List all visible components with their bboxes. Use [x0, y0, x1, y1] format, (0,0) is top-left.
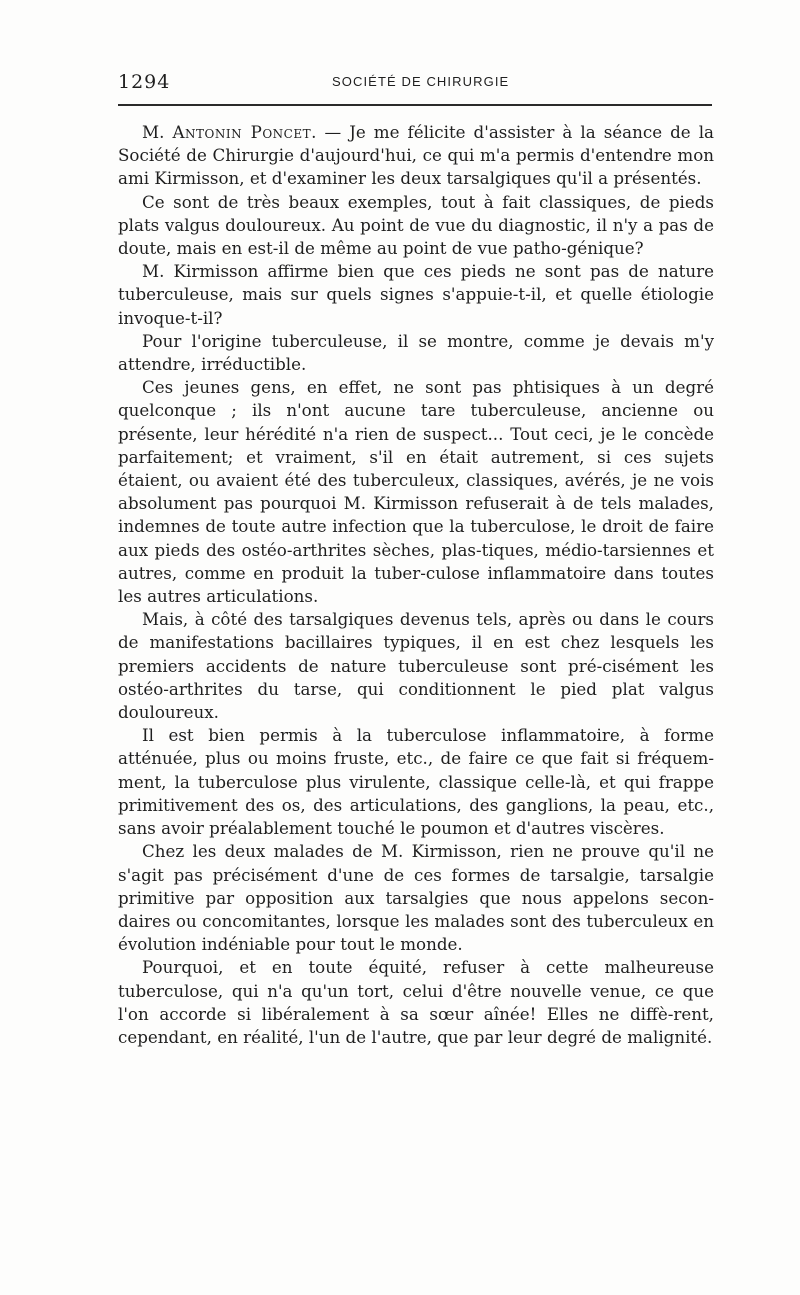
paragraph: Il est bien permis à la tuberculose inflammatoire, à forme atténuée, plus ou moins fruste, etc., de faire ce que fait si fréquem-ment, la tuberculose plus virulente, classique celle-là, et qui frappe primitivement des os, des articulations, des ganglions, la peau, etc., sans avoir préalablement touché le poumon et d'autres viscères.: [118, 725, 714, 839]
paragraph: Pour l'origine tuberculeuse, il se montre, comme je devais m'y attendre, irréductible.: [118, 330, 714, 375]
paragraph: [118, 121, 714, 191]
page-header: [118, 70, 714, 94]
paragraph: Ce sont de très beaux exemples, tout à fait classiques, de pieds plats valgus douloureux. Au point de vue du diagnostic, il n'y a pas de doute, mais en est-il de même au point de vue patho-génique?: [118, 191, 714, 259]
paragraph: M. Kirmisson affirme bien que ces pieds ne sont pas de nature tuberculeuse, mais sur quels signes s'appuie-t-il, et quelle étiologie invoque-t-il?: [118, 261, 714, 328]
header-rule: [118, 104, 712, 106]
article-body: [118, 121, 714, 1049]
book-page: [118, 70, 714, 1049]
speaker-prefix: M.: [142, 122, 173, 142]
paragraph-text: . — Je me félicite d'assister à la séance de la Société de Chirurgie d'aujourd'hui, ce qui m'a permis d'entendre mon ami Kirmisson, et d'examiner les deux tarsalgiques qu'il a présentés.: [118, 122, 714, 189]
paragraph: Pourquoi, et en toute équité, refuser à cette malheureuse tuberculose, qui n'a qu'un tort, celui d'être nouvelle venue, ce que l'on accorde si libéralement à sa sœur aînée! Elles ne diffè-rent, cependant, en réalité, l'un de l'autre, que par leur degré de malignité.: [118, 957, 714, 1047]
paragraph: Chez les deux malades de M. Kirmisson, rien ne prouve qu'il ne s'agit pas précisément d'une de ces formes de tarsalgie, tarsalgie primitive par opposition aux tarsalgies que nous appelons secon-daires ou concomitantes, lorsque les malades sont des tuberculeux en évolution indéniable pour tout le monde.: [118, 841, 714, 955]
running-head: SOCIÉTÉ DE CHIRURGIE: [332, 74, 510, 89]
speaker-name: Antonin Poncet: [172, 122, 312, 142]
paragraph: Mais, à côté des tarsalgiques devenus tels, après ou dans le cours de manifestations bacillaires typiques, il en est chez lesquels les premiers accidents de nature tuberculeuse sont pré-cisément les ostéo-arthrites du tarse, qui conditionnent le pied plat valgus douloureux.: [118, 609, 714, 723]
paragraph: Ces jeunes gens, en effet, ne sont pas phtisiques à un degré quelconque ; ils n'ont aucune tare tuberculeuse, ancienne ou présente, leur hérédité n'a rien de suspect... Tout ceci, je le concède parfaitement; et vraiment, s'il en était autrement, si ces sujets étaient, ou avaient été des tuberculeux, classiques, avérés, je ne vois absolument pas pourquoi M. Kirmisson refuserait à de tels malades, indemnes de toute autre infection que la tuberculose, le droit de faire aux pieds des ostéo-arthrites sèches, plas-tiques, médio-tarsiennes et autres, comme en produit la tuber-culose inflammatoire dans toutes les autres articulations.: [118, 377, 714, 607]
page-number: 1294: [118, 71, 171, 93]
